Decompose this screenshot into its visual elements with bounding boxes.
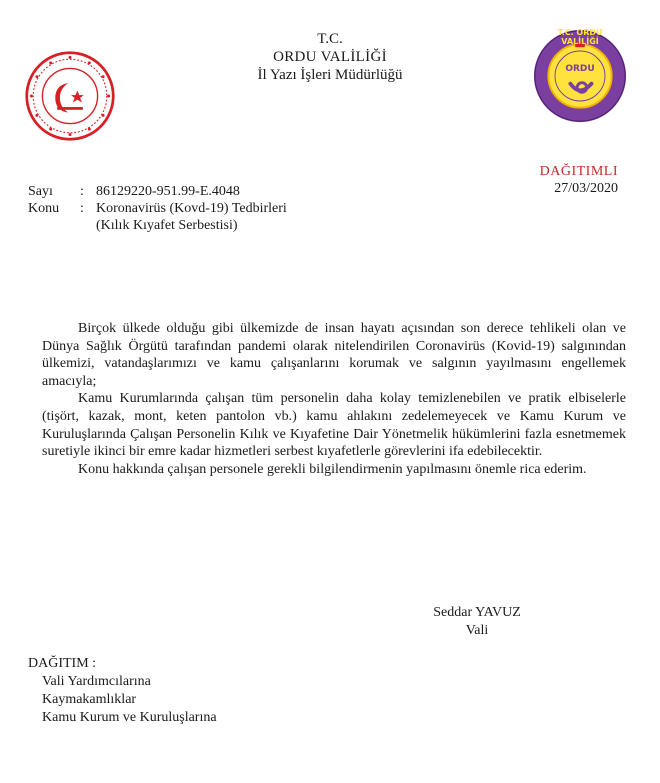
signatory-title: Vali: [465, 623, 489, 638]
konu-value-line2: (Kılık Kıyafet Serbestisi): [96, 218, 238, 233]
konu-colon: :: [80, 201, 84, 216]
distribution-title: DAĞITIM :: [28, 656, 97, 671]
header-governorship: ORDU VALİLİĞİ: [273, 49, 387, 65]
signatory-name: Seddar YAVUZ: [433, 605, 521, 620]
sayi-label: Sayı: [28, 184, 53, 199]
konu-label: Konu: [28, 201, 60, 216]
distribution-item: Vali Yardımcılarına: [42, 674, 151, 689]
distribution-item: Kamu Kurum ve Kuruluşlarına: [42, 710, 217, 725]
header-directorate: İl Yazı İşleri Müdürlüğü: [257, 67, 403, 83]
distribution-item: Kaymakamlıklar: [42, 692, 137, 707]
distribution-label: DAĞITIMLI: [539, 164, 618, 179]
sayi-value: 86129220-951.99-E.4048: [96, 184, 240, 199]
body-paragraph-3: Konu hakkında çalışan personele gerekli bilgilendirmenin yapılmasını önemle rica ederim.: [78, 461, 587, 477]
distribution-date-block: [540, 163, 618, 197]
letter-meta: [28, 183, 287, 234]
body-paragraph-1: Birçok ülkede olduğu gibi ülkemizde de insan hayatı açısından son derece tehlikeli olan ve Dünya Sağlık Örgütü tarafından pandemi olarak nitelendirilen Coronavirüs (Kovid-19) salgınından ülkemizi, vatandaşlarımızı ve kamu çalışanlarını korumak ve salgının yayılmasını engellemek amacıyla;: [42, 321, 626, 389]
signature-block: [422, 604, 532, 640]
sayi-colon: :: [80, 184, 84, 199]
letter-header: [0, 30, 660, 84]
letter-body: [42, 320, 626, 478]
header-tc: T.C.: [317, 31, 343, 47]
logo-inner-text: ORDU: [565, 64, 595, 74]
konu-value: Koronavirüs (Kovd-19) Tedbirleri: [96, 201, 287, 216]
logo-arc-text: T.C. ORDU VALİLİĞİ: [557, 28, 603, 46]
distribution-list: [28, 655, 217, 727]
body-paragraph-2: Kamu Kurumlarında çalışan tüm personelin daha kolay temizlenebilen ve pratik elbiselerle (tişört, kazak, mont, keten pantolon vb.) kamu ahlakını zedelemeyecek ve Kamu Kurum ve Kuruluşlarında Çalışan Personelin Kılık ve Kıyafetine Dair Yönetmelik hükümlerini fazla esnetmemek suretiyle ikinci bir emre kadar hizmetleri serbest kıyafetlerle görevlerini ifa edebilecektir.: [42, 391, 626, 460]
letter-date: 27/03/2020: [554, 181, 618, 196]
